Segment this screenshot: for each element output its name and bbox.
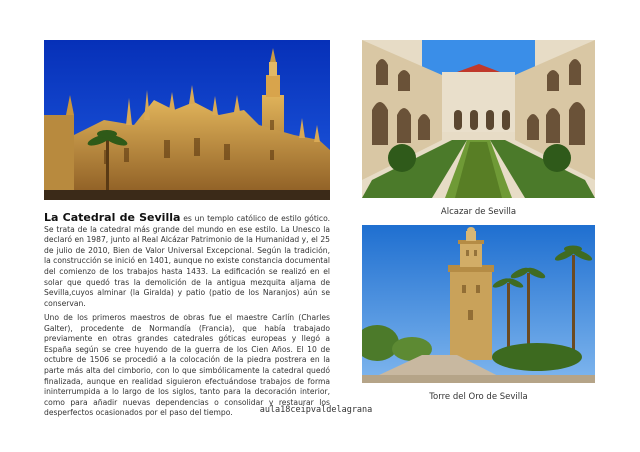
article-paragraph-1 (44, 213, 330, 309)
cathedral-photo (44, 40, 330, 200)
torre-del-oro-caption: Torre del Oro de Sevilla (429, 392, 528, 402)
article-title: La Catedral de Sevilla (44, 211, 181, 224)
footer-signature: aula18ceipvaldelagrana (259, 405, 373, 415)
article-paragraph-1-text: es un templo católico de estilo gótico. Se trata de la catedral más grande del mundo en ese estilo. La Unesco la declaró en 1987, junto al Real Alcázar Patrimonio de la Humanidad y, el 25 de julio de 2010, Bien de Valor Universal Excepcional. Según la tradición, la construcción se inició en 1401, aunque no existe constancia documental del comienzo de los trabajos hasta 1433. La edificación se realizó en el solar que quedó tras la demolición de la antigua mezquita aljama de Sevilla,cuyos alminar (la Giralda) y patio (patio de los Naranjos) aún se conservan. (44, 214, 331, 308)
alcazar-photo (362, 40, 595, 198)
alcazar-caption: Alcazar de Sevilla (440, 207, 517, 217)
torre-del-oro-photo (362, 225, 595, 383)
article-paragraph-2: Uno de los primeros maestros de obras fue el maestre Carlín (Charles Galter), procedente de Normandía (Francia), que había trabajado previamente en otras grandes catedrales góticas europeas y llegó a España según se cree huyendo de la guerra de los Cien Años. El 10 de octubre de 1506 se procedió a la colocación de la piedra postrera en la parte más alta del cimborio, con lo que simbólicamente la catedral quedó finalizada, aunque en realidad siguieron efectuándose trabajos de forma ininterrumpida a lo largo de los siglos, tanto para la decoración interior, como para añadir nuevas dependencias o consolidar y restaurar los desperfectos ocasionados por el paso del tiempo. (44, 313, 330, 418)
